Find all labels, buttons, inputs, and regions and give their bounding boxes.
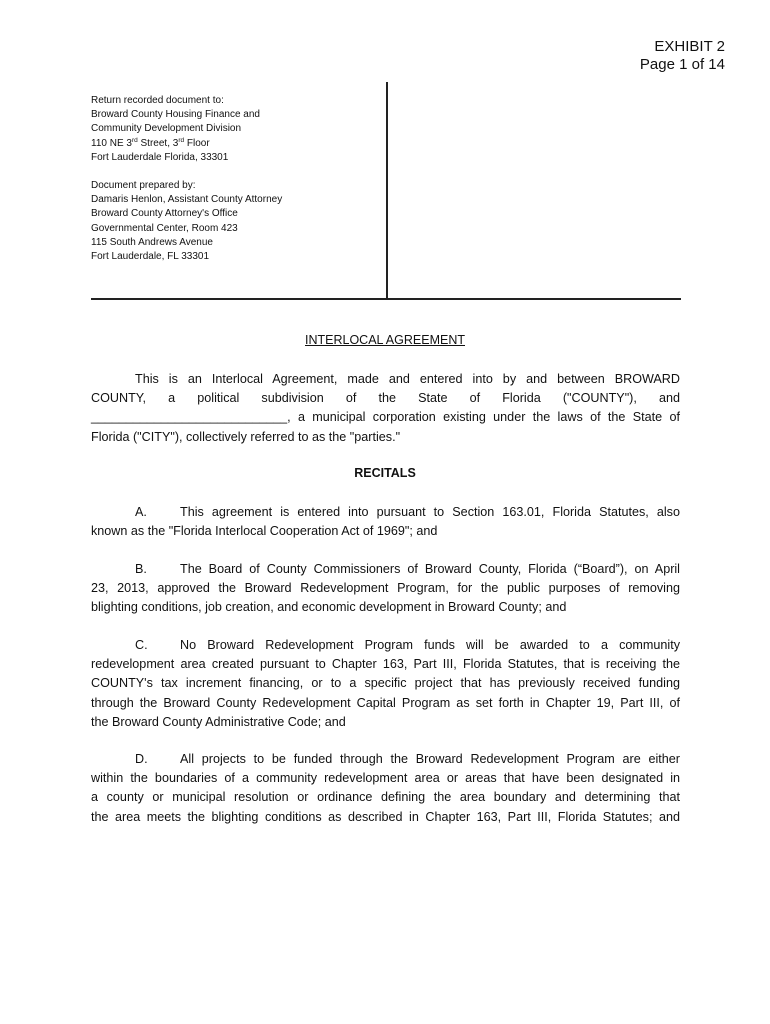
recital-label: D. [135, 752, 148, 766]
prepared-line: Damaris Henlon, Assistant County Attorney [91, 194, 283, 206]
recital-label: A. [135, 505, 147, 519]
vertical-divider [386, 82, 388, 299]
exhibit-label: EXHIBIT 2 [654, 38, 725, 55]
recital-a: A. This agreement is entered into pursuant to Section 163.01, Florida Statutes, also known as the "Florida Interlocal Cooperation Act of 1969"; and [91, 505, 680, 539]
recital-label: B. [135, 562, 147, 576]
return-heading: Return recorded document to: [91, 95, 224, 106]
exhibit-header [640, 38, 725, 74]
recital-b: B. The Board of County Commissioners of Broward County, Florida (“Board”), on April 23, 2013, approved the Broward Redevelopment Program, for the public purposes of removing blighting conditions, job creation, and economic development in Broward County; and [91, 562, 680, 615]
prepared-line: Fort Lauderdale, FL 33301 [91, 251, 210, 263]
intro-paragraph: This is an Interlocal Agreement, made and entered into by and between BROWARD COUNTY, a political subdivision of the State of Florida ("COUNTY"), and ____________________________, a municipal corporation existing under the laws of the State of Florida ("CITY"), collectively referred to as the "parties." [91, 372, 680, 444]
return-address-line: 110 NE 3rd Street, 3rd Floor [91, 136, 210, 149]
recital-c: C. No Broward Redevelopment Program funds will be awarded to a community redevelopment area created pursuant to Chapter 163, Part III, Florida Statutes, that is receiving the COUNTY's tax increment financing, or to a specific project that has previously received funding through the Broward County Redevelopment Capital Program as set forth in Chapter 19, Part III, of the Broward County Administrative Code; and [91, 638, 680, 729]
prepared-heading: Document prepared by: [91, 180, 196, 192]
recital-d: D. All projects to be funded through the Broward Redevelopment Program are either within the boundaries of a community redevelopment area or areas that have been designated in a county or municipal resolution or ordinance defining the area boundary and determining that the area meets the blighting conditions as described in Chapter 163, Part III, Florida Statutes; and [91, 752, 680, 824]
prepared-line: 115 South Andrews Avenue [91, 236, 213, 248]
horizontal-divider [91, 298, 681, 300]
recitals-heading: RECITALS [354, 466, 416, 480]
page-number: Page 1 of 14 [639, 56, 725, 73]
return-line: Community Development Division [91, 123, 242, 135]
document-title: INTERLOCAL AGREEMENT [305, 333, 465, 347]
return-line: Broward County Housing Finance and [91, 109, 260, 121]
recital-label: C. [135, 638, 148, 652]
return-line: Fort Lauderdale Florida, 33301 [91, 151, 229, 163]
recording-info-block [91, 94, 376, 264]
prepared-line: Broward County Attorney's Office [91, 208, 238, 220]
prepared-line: Governmental Center, Room 423 [91, 222, 238, 234]
